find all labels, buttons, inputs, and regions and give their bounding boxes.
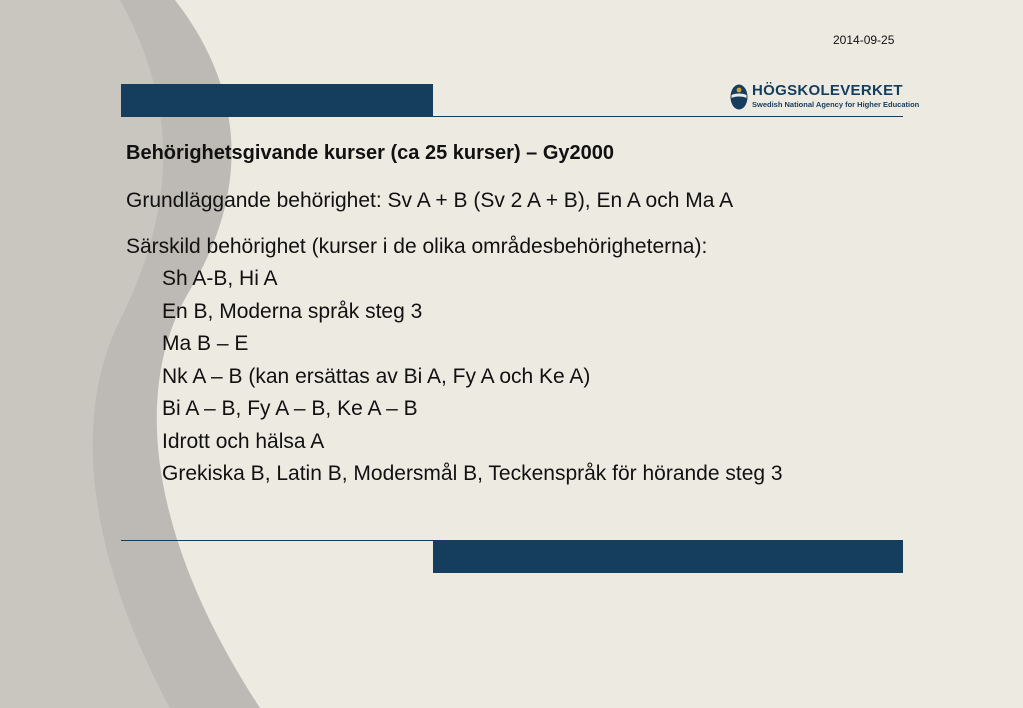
slide-heading: Behörighetsgivande kurser (ca 25 kurser) – Gy2000: [126, 142, 615, 164]
logo-name: HÖGSKOLEVERKET: [752, 82, 903, 99]
list-item: Idrott och hälsa A: [162, 429, 325, 453]
footer-accent-bar: [433, 540, 903, 573]
logo-tagline: Swedish National Agency for Higher Education: [752, 100, 920, 109]
list-item: Sh A-B, Hi A: [162, 267, 278, 290]
header-accent-bar: [121, 84, 433, 117]
slide-body: [126, 139, 906, 491]
special-eligibility-list: [126, 263, 906, 491]
list-item: Bi A – B, Fy A – B, Ke A – B: [162, 397, 418, 420]
slide-date: 2014-09-25: [833, 33, 895, 47]
list-item: Grekiska B, Latin B, Modersmål B, Teckenspråk för hörande steg 3: [162, 462, 783, 485]
hogskoleverket-logo: [730, 82, 920, 114]
special-eligibility-intro: Särskild behörighet (kurser i de olika områdesbehörigheterna):: [126, 235, 708, 258]
list-item: Ma B – E: [162, 332, 249, 355]
list-item: En B, Moderna språk steg 3: [162, 299, 423, 323]
list-item: Nk A – B (kan ersättas av Bi A, Fy A och Ke A): [162, 364, 591, 388]
hogskoleverket-logo-mark-icon: [730, 84, 748, 110]
header-rule: [121, 116, 903, 117]
basic-eligibility: Grundläggande behörighet: Sv A + B (Sv 2 A + B), En A och Ma A: [126, 189, 734, 212]
